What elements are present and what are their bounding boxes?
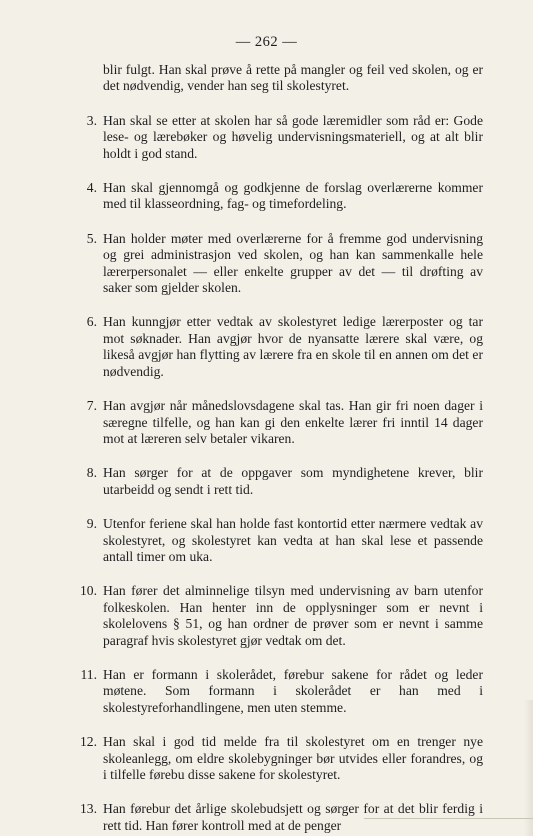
page-edge-line [364, 818, 533, 819]
list-item-number: 13. [80, 801, 97, 817]
list-item [86, 314, 483, 380]
list-item-text: Han holder møter med overlærerne for å fremme god undervisning og grei administrasjon ved skolen, og han kan sammenkalle hele lærerpersonalet — eller enkelte grupper av det — til drøfting av saker som gjelder skolen. [103, 230, 483, 296]
list-item-number: 12. [80, 734, 97, 750]
list-item-text: Han kunngjør etter vedtak av skolestyret ledige lærerposter og tar mot søknader. Han avgjør hvor de nyansatte lærere skal være, og likeså avgjør han flytting av lærere fra en skole til en annen om det er nødvendig. [103, 314, 483, 379]
list-item [86, 465, 483, 498]
page-number: — 262 — [235, 34, 298, 50]
list-item-text: Utenfor feriene skal han holde fast kontortid etter nærmere vedtak av skolestyret, og skolestyret kan vedta at han skal lese et passende antall timer om uka. [103, 516, 483, 564]
list-item-number: 4. [86, 180, 97, 196]
list-item [80, 666, 483, 716]
list-item-text: Han skal i god tid melde fra til skolestyret om en trenger nye skoleanlegg, om eldre skolebygninger bør utvides eller forandres, og i tilfelle førebu disse sakene for skolestyret. [103, 734, 483, 782]
list-item-text: Han sørger for at de oppgaver som myndighetene krever, blir utarbeidd og sendt i rett tid. [103, 465, 483, 497]
continued-paragraph: blir fulgt. Han skal prøve å rette på mangler og feil ved skolen, og er det nødvendig, vender han seg til skolestyret. [103, 62, 483, 94]
list-item [86, 398, 483, 447]
list-item [86, 516, 483, 565]
list-item-number: 10. [80, 583, 97, 599]
list-item [86, 112, 483, 162]
list-item [80, 583, 483, 649]
list-item-text: Han fører det alminnelige tilsyn med undervisning av barn utenfor folkeskolen. Han henter inn de opplysninger som er nevnt i skolelovens § 51, og han ordner de prøver som er nevnt i samme paragraf hvis skolestyret gjør vedtak om det. [103, 583, 483, 648]
page-edge-shadow [524, 700, 533, 836]
list-item-number: 6. [86, 314, 97, 330]
list-item-text: Han avgjør når månedslovsdagene skal tas. Han gir fri noen dager i særegne tilfelle, og han kan gi den enkelte lærer fri inntil 14 dager mot at læreren selv betaler vikaren. [103, 398, 483, 446]
list-item-number: 9. [86, 516, 97, 532]
list-item-text: Han er formann i skolerådet, førebur sakene for rådet og leder møtene. Som formann i skolerådet er han med i skolestyreforhandlingene, men uten stemme. [103, 666, 483, 715]
list-item-number: 11. [80, 666, 97, 682]
list-item-text: Han skal gjennomgå og godkjenne de forslag overlærerne kommer med til klasseordning, fag- og timefordeling. [103, 180, 483, 212]
list-item-number: 3. [86, 112, 97, 128]
list-item-text: Han førebur det årlige skolebudsjett og sørger for at det blir ferdig i rett tid. Han fører kontroll med at de penger [103, 801, 483, 833]
list-item-text: Han skal se etter at skolen har så gode læremidler som råd er: Gode lese- og lærebøker og høvelig undervisningsmateriell, og at alt blir holdt i god stand. [103, 112, 483, 161]
list-item [86, 230, 483, 297]
list-item-number: 7. [86, 398, 97, 414]
list-item-number: 8. [86, 465, 97, 481]
list-item [80, 734, 483, 783]
page-content [0, 62, 533, 836]
list-item [86, 180, 483, 213]
list-item-number: 5. [86, 230, 97, 246]
